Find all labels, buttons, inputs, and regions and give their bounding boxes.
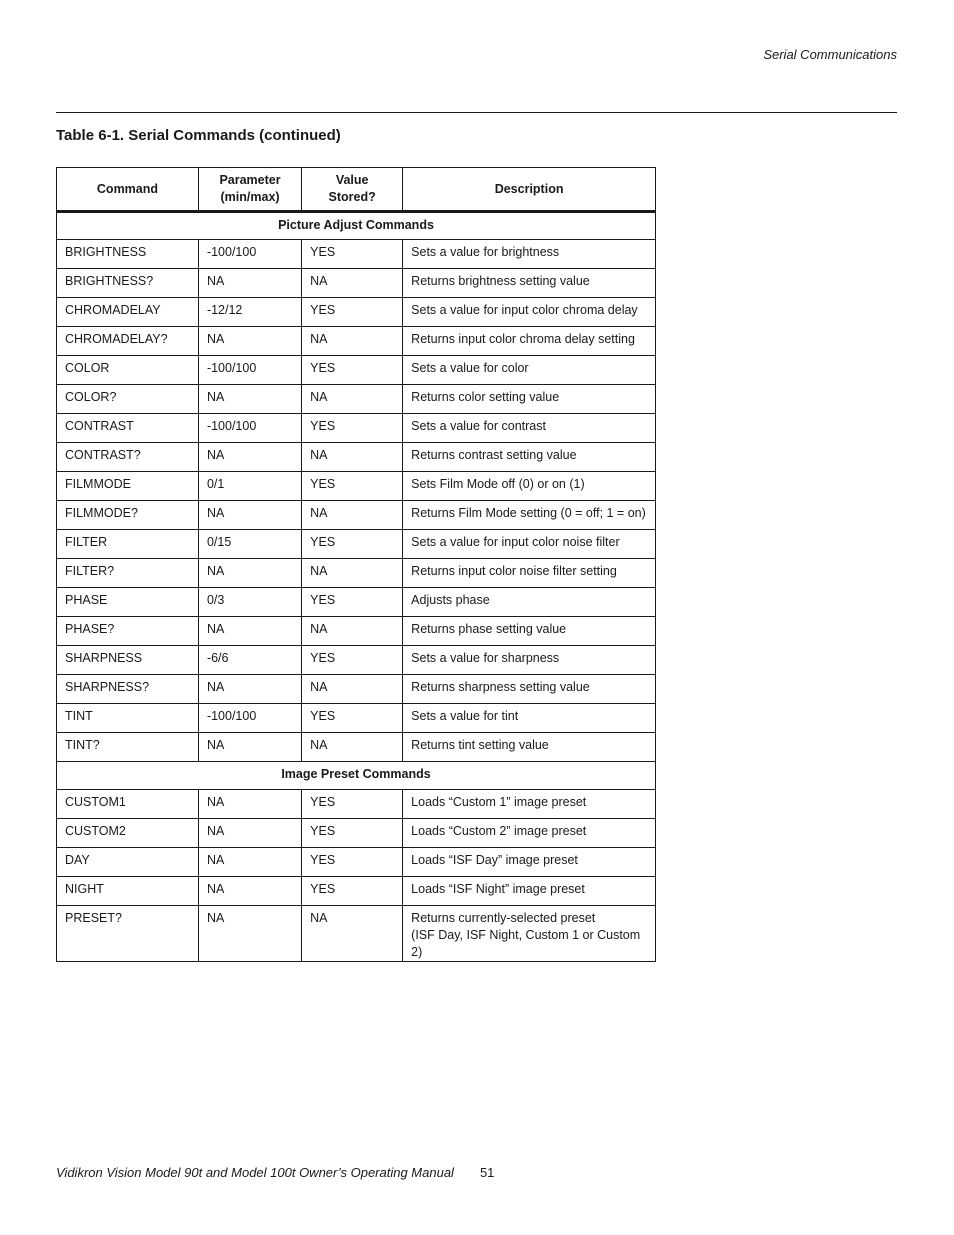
section-title: Picture Adjust Commands — [57, 212, 656, 240]
parameter-cell: 0/1 — [198, 472, 301, 501]
parameter-cell: NA — [198, 848, 301, 877]
serial-commands-table — [56, 167, 656, 962]
table-title: Table 6-1. Serial Commands (continued) — [56, 127, 341, 144]
parameter-cell: 0/3 — [198, 588, 301, 617]
column-header-command: Command — [57, 168, 199, 212]
running-header: Serial Communications — [763, 47, 897, 62]
column-header-parameter: Parameter (min/max) — [198, 168, 301, 212]
description-cell — [403, 733, 656, 762]
command-cell: CUSTOM2 — [57, 819, 199, 848]
description-cell — [403, 443, 656, 472]
description-text-line2: (ISF Day, ISF Night, Custom 1 or Custom 2) — [411, 928, 641, 959]
footer-manual-title: Vidikron Vision Model 90t and Model 100t Owner’s Operating Manual — [56, 1165, 454, 1180]
command-cell: CONTRAST? — [57, 443, 199, 472]
table-row — [57, 877, 656, 906]
table-row — [57, 240, 656, 269]
parameter-cell: NA — [198, 559, 301, 588]
table-row — [57, 646, 656, 675]
parameter-cell: NA — [198, 819, 301, 848]
description-cell — [403, 617, 656, 646]
description-text: Sets a value for contrast — [411, 419, 546, 433]
value-stored-cell: YES — [302, 414, 403, 443]
parameter-cell: NA — [198, 443, 301, 472]
description-text: Returns phase setting value — [411, 622, 567, 636]
table-row — [57, 501, 656, 530]
parameter-cell: NA — [198, 327, 301, 356]
description-text: Returns tint setting value — [411, 738, 549, 752]
value-stored-cell: NA — [302, 675, 403, 704]
table-row — [57, 617, 656, 646]
table-row — [57, 385, 656, 414]
command-cell: CHROMADELAY? — [57, 327, 199, 356]
section-title: Image Preset Commands — [57, 762, 656, 790]
parameter-cell: NA — [198, 617, 301, 646]
parameter-cell: NA — [198, 385, 301, 414]
value-stored-cell: YES — [302, 704, 403, 733]
description-cell — [403, 269, 656, 298]
command-cell: FILTER — [57, 530, 199, 559]
description-text: Sets a value for input color chroma delay — [411, 303, 638, 317]
parameter-cell: 0/15 — [198, 530, 301, 559]
table-row — [57, 819, 656, 848]
value-stored-cell: YES — [302, 646, 403, 675]
description-cell — [403, 414, 656, 443]
description-cell — [403, 559, 656, 588]
command-cell: CHROMADELAY — [57, 298, 199, 327]
description-cell — [403, 819, 656, 848]
section-header-row — [57, 762, 656, 790]
value-stored-cell: YES — [302, 848, 403, 877]
description-text: Returns sharpness setting value — [411, 680, 590, 694]
description-text: Loads “Custom 1” image preset — [411, 795, 587, 809]
value-stored-cell: NA — [302, 327, 403, 356]
table-row — [57, 848, 656, 877]
value-stored-cell: YES — [302, 530, 403, 559]
command-cell: PHASE? — [57, 617, 199, 646]
command-cell: DAY — [57, 848, 199, 877]
description-text: Sets a value for input color noise filter — [411, 535, 620, 549]
value-stored-cell: YES — [302, 877, 403, 906]
header-row — [57, 168, 656, 212]
description-cell — [403, 501, 656, 530]
parameter-cell: NA — [198, 733, 301, 762]
value-stored-cell: NA — [302, 617, 403, 646]
table-row — [57, 704, 656, 733]
parameter-cell: NA — [198, 675, 301, 704]
table-row — [57, 443, 656, 472]
parameter-cell: -12/12 — [198, 298, 301, 327]
command-cell: TINT — [57, 704, 199, 733]
description-cell — [403, 356, 656, 385]
value-stored-cell: YES — [302, 819, 403, 848]
description-text: Sets a value for brightness — [411, 245, 560, 259]
parameter-cell: -100/100 — [198, 704, 301, 733]
value-stored-cell: NA — [302, 559, 403, 588]
column-header-description: Description — [403, 168, 656, 212]
description-cell — [403, 790, 656, 819]
description-text: Loads “Custom 2” image preset — [411, 824, 587, 838]
command-cell: FILMMODE — [57, 472, 199, 501]
table-row — [57, 588, 656, 617]
parameter-cell: NA — [198, 790, 301, 819]
command-cell: SHARPNESS — [57, 646, 199, 675]
value-stored-cell: YES — [302, 790, 403, 819]
table-row — [57, 559, 656, 588]
description-text: Returns currently-selected preset — [411, 911, 596, 925]
table-row — [57, 414, 656, 443]
description-cell — [403, 675, 656, 704]
description-text: Returns input color chroma delay setting — [411, 332, 635, 346]
command-cell: PHASE — [57, 588, 199, 617]
description-text: Returns input color noise filter setting — [411, 564, 617, 578]
value-stored-cell: NA — [302, 269, 403, 298]
table-row — [57, 906, 656, 962]
command-cell: FILMMODE? — [57, 501, 199, 530]
command-cell: TINT? — [57, 733, 199, 762]
parameter-cell: -100/100 — [198, 414, 301, 443]
column-header-value-stored: Value Stored? — [302, 168, 403, 212]
description-text: Returns Film Mode setting (0 = off; 1 = on) — [411, 506, 646, 520]
description-text: Sets Film Mode off (0) or on (1) — [411, 477, 585, 491]
value-stored-cell: NA — [302, 443, 403, 472]
table-header — [57, 168, 656, 212]
command-cell: CUSTOM1 — [57, 790, 199, 819]
table-row — [57, 790, 656, 819]
description-cell — [403, 385, 656, 414]
description-text: Sets a value for sharpness — [411, 651, 560, 665]
description-text: Returns contrast setting value — [411, 448, 577, 462]
value-stored-cell: NA — [302, 385, 403, 414]
table-row — [57, 356, 656, 385]
table-row — [57, 472, 656, 501]
description-cell — [403, 588, 656, 617]
table-row — [57, 269, 656, 298]
command-cell: COLOR? — [57, 385, 199, 414]
command-cell: BRIGHTNESS? — [57, 269, 199, 298]
description-text: Sets a value for color — [411, 361, 529, 375]
header-rule — [56, 112, 897, 113]
parameter-cell: NA — [198, 269, 301, 298]
description-text: Returns color setting value — [411, 390, 560, 404]
table-row — [57, 733, 656, 762]
description-cell — [403, 472, 656, 501]
page-number: 51 — [479, 1165, 495, 1180]
description-text: Adjusts phase — [411, 593, 490, 607]
description-cell — [403, 906, 656, 962]
command-cell: NIGHT — [57, 877, 199, 906]
description-cell — [403, 530, 656, 559]
description-cell — [403, 240, 656, 269]
table-body — [57, 212, 656, 962]
command-cell: FILTER? — [57, 559, 199, 588]
description-cell — [403, 298, 656, 327]
table-row — [57, 298, 656, 327]
value-stored-cell: YES — [302, 472, 403, 501]
description-text: Loads “ISF Day” image preset — [411, 853, 578, 867]
description-cell — [403, 848, 656, 877]
parameter-cell: -100/100 — [198, 240, 301, 269]
command-cell: SHARPNESS? — [57, 675, 199, 704]
value-stored-cell: NA — [302, 501, 403, 530]
parameter-cell: -100/100 — [198, 356, 301, 385]
description-text: Sets a value for tint — [411, 709, 519, 723]
section-header-row — [57, 212, 656, 240]
value-stored-cell: YES — [302, 298, 403, 327]
command-cell: PRESET? — [57, 906, 199, 962]
description-cell — [403, 877, 656, 906]
description-cell — [403, 704, 656, 733]
parameter-cell: NA — [198, 906, 301, 962]
table-row — [57, 327, 656, 356]
value-stored-cell: YES — [302, 356, 403, 385]
table-row — [57, 530, 656, 559]
table-row — [57, 675, 656, 704]
description-cell — [403, 646, 656, 675]
value-stored-cell: YES — [302, 588, 403, 617]
command-cell: BRIGHTNESS — [57, 240, 199, 269]
value-stored-cell: YES — [302, 240, 403, 269]
description-text: Returns brightness setting value — [411, 274, 590, 288]
value-stored-cell: NA — [302, 733, 403, 762]
parameter-cell: NA — [198, 877, 301, 906]
parameter-cell: NA — [198, 501, 301, 530]
parameter-cell: -6/6 — [198, 646, 301, 675]
command-cell: COLOR — [57, 356, 199, 385]
command-cell: CONTRAST — [57, 414, 199, 443]
description-cell — [403, 327, 656, 356]
value-stored-cell: NA — [302, 906, 403, 962]
description-text: Loads “ISF Night” image preset — [411, 882, 585, 896]
page-footer — [56, 1165, 494, 1180]
